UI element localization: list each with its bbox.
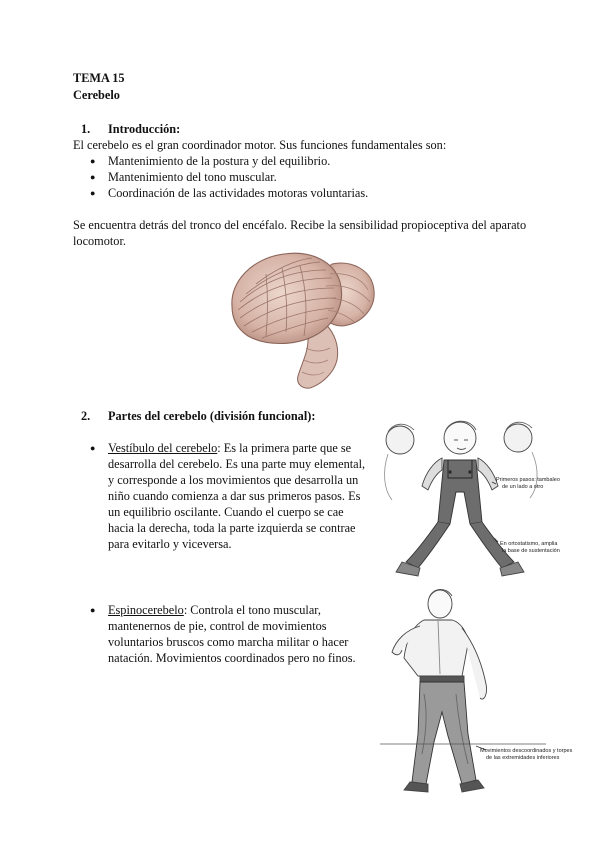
- section1-intro: El cerebelo es el gran coordinador motor. Sus funciones fundamentales son:: [73, 138, 447, 152]
- vestibulo-paragraph: [108, 440, 370, 552]
- section2-title: Partes del cerebelo (división funcional):: [108, 409, 316, 423]
- bullet-icon: ●: [90, 172, 96, 182]
- caption-text: de las extremidades inferiores: [486, 755, 560, 761]
- tema-subtitle: Cerebelo: [73, 88, 120, 102]
- bullet-icon: ●: [90, 443, 96, 453]
- child-figure-caption-bottom: [500, 541, 560, 554]
- child-walking-illustration: [372, 412, 562, 582]
- caption-text: de un lado a otro: [502, 484, 544, 490]
- vestibulo-text: niño cuando comienza a dar sus primeros pasos. Es: [108, 489, 361, 503]
- function-item: Mantenimiento del tono muscular.: [108, 170, 277, 184]
- espino-text: natación. Movimientos coordinados pero no finos.: [108, 651, 356, 665]
- location-text-line2: locomotor.: [73, 234, 126, 248]
- espino-text: mantenernos de pie, control de movimientos: [108, 619, 327, 633]
- caption-text: Primeros pasos: tambaleo: [496, 477, 560, 483]
- espino-text: : Controla el tono muscular,: [183, 603, 321, 617]
- vestibulo-term: Vestíbulo del cerebelo: [108, 441, 218, 455]
- caption-text: la base de sustentación: [502, 548, 560, 554]
- caption-text: Movimientos descoordinados y torpes: [480, 748, 573, 754]
- tema-title: TEMA 15: [73, 71, 125, 85]
- caption-text: En ortostatismo, amplia: [500, 541, 558, 547]
- location-text-line1: Se encuentra detrás del tronco del encéfalo. Recibe la sensibilidad propioceptiva del aparato: [73, 218, 527, 232]
- vestibulo-text: para evitarlo y viceversa.: [108, 537, 232, 551]
- espino-text: voluntarios bruscos como marcha militar o hacer: [108, 635, 349, 649]
- section1-number: 1.: [81, 122, 91, 136]
- function-item: Mantenimiento de la postura y del equilibrio.: [108, 154, 331, 168]
- cerebellum-illustration: [222, 248, 382, 390]
- child-figure-caption-top: [496, 477, 560, 490]
- vestibulo-text: desarrolla del cerebelo. Es una parte muy elemental,: [108, 457, 366, 471]
- section2-number: 2.: [81, 409, 91, 423]
- vestibulo-text: un equilibrio oscilante. Cuando el cuerpo se cae: [108, 505, 344, 519]
- section1-title: Introducción:: [108, 122, 181, 136]
- espino-paragraph: [108, 602, 370, 666]
- adult-walking-illustration: [376, 584, 573, 802]
- bullet-icon: ●: [90, 605, 96, 615]
- function-item: Coordinación de las actividades motoras voluntarias.: [108, 186, 369, 200]
- bullet-icon: ●: [90, 188, 96, 198]
- adult-figure-caption: [480, 748, 573, 761]
- bullet-icon: ●: [90, 156, 96, 166]
- vestibulo-text: : Es la primera parte que se: [217, 441, 352, 455]
- espino-term: Espinocerebelo: [108, 603, 184, 617]
- vestibulo-text: y corresponde a los movimientos que desarrolla un: [108, 473, 359, 487]
- vestibulo-text: hacia la derecha, toda la parte izquierda se contrae: [108, 521, 356, 535]
